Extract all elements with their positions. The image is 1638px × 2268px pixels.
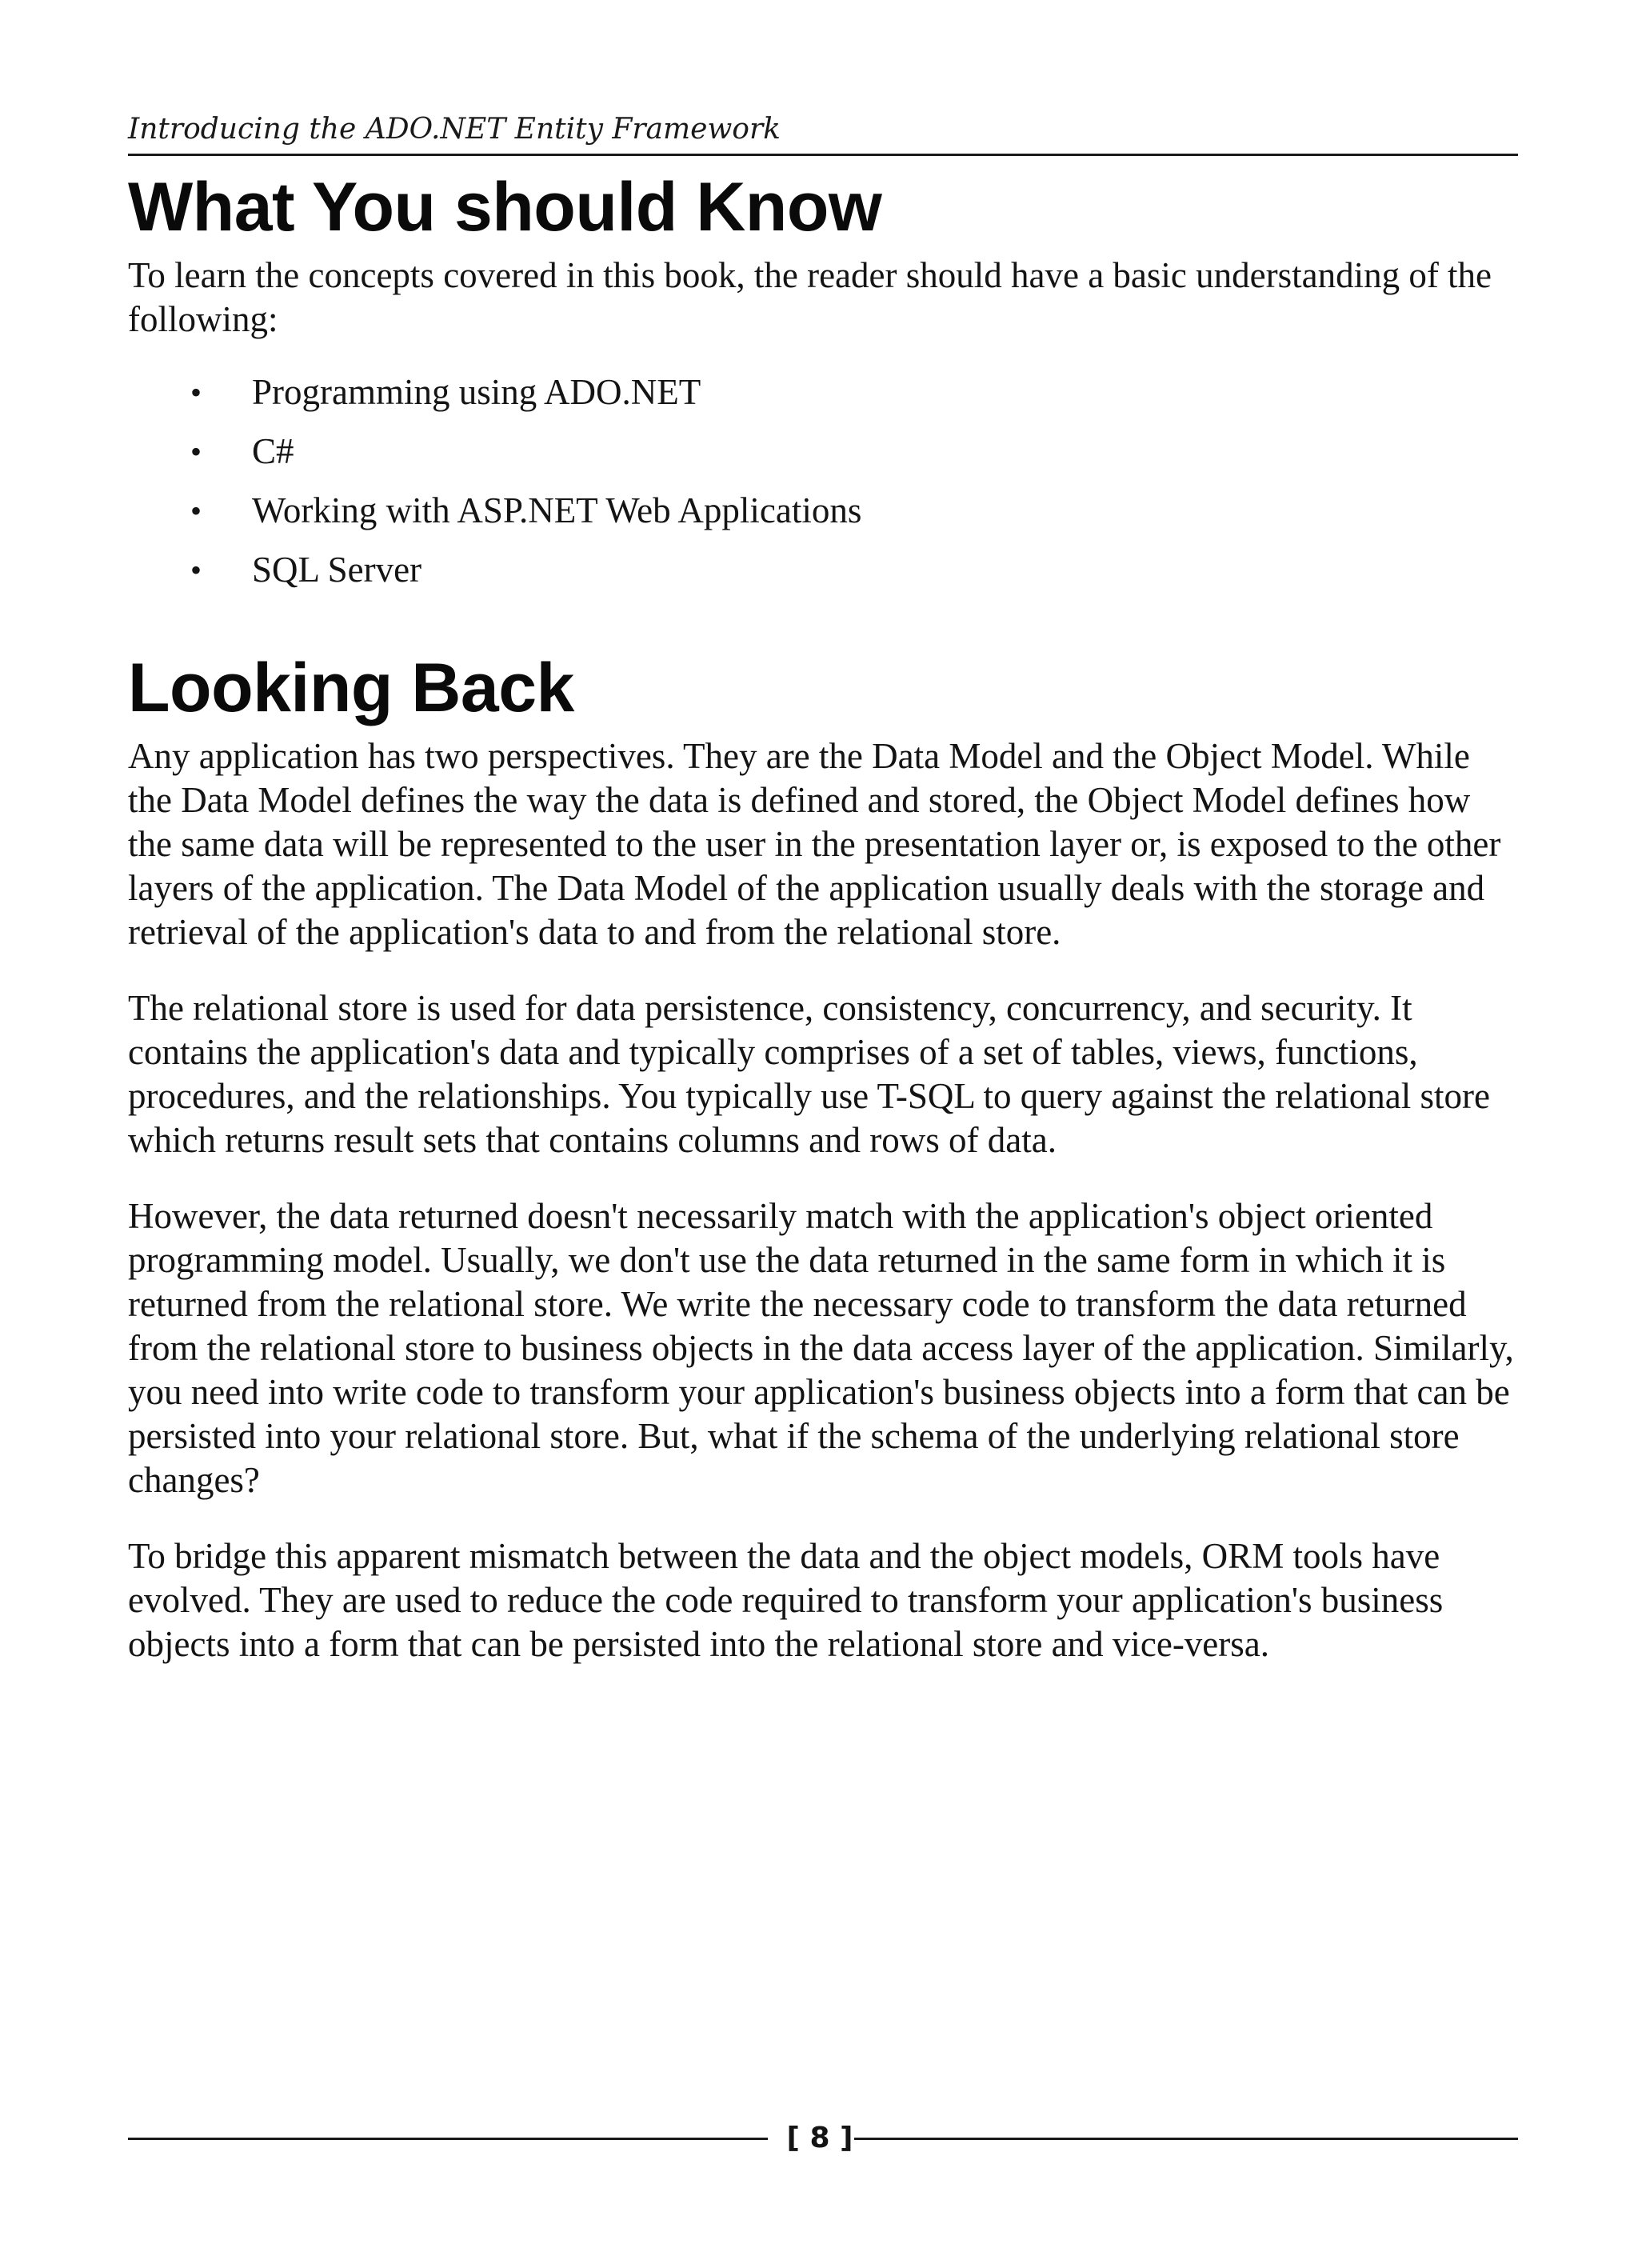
section-heading-what-you-should-know: What You should Know [128, 169, 882, 246]
footer-rule-right [854, 2138, 1518, 2140]
list-item [128, 430, 1518, 474]
bullet-icon: • [190, 493, 202, 529]
bullet-icon: • [190, 434, 202, 470]
section-heading-looking-back: Looking Back [128, 650, 574, 726]
running-header: Introducing the ADO.NET Entity Framework [128, 112, 1518, 156]
page-number: [ 8 ] [786, 2122, 853, 2154]
body-paragraph: However, the data returned doesn't necessarily match with the application's object oriented programming model. Usually, we don't use the data returned in the same form in which it is returned from the relational store. We write the necessary code to transform the data returned from the relational store to business objects in the data access layer of the application. Similarly, you need into write code to transform your application's business objects into a form that can be persisted into your relational store. But, what if the schema of the underlying relational store changes? [128, 1196, 1514, 1500]
body-paragraph: To bridge this apparent mismatch between the data and the object models, ORM tools have evolved. They are used to reduce the code required to transform your application's business objects into a form that can be persisted into the relational store and vice-versa. [128, 1536, 1444, 1664]
page-content [128, 112, 1518, 1666]
list-item-text: SQL Server [252, 550, 422, 590]
bullet-icon: • [190, 552, 202, 588]
list-item [128, 489, 1518, 533]
body-paragraph: Any application has two perspectives. They are the Data Model and the Object Model. While the Data Model defines the way the data is defined and stored, the Object Model defines how the same data will be represented to the user in the presentation layer or, is exposed to the other layers of the application. The Data Model of the application usually deals with the storage and retrieval of the application's data to and from the relational store. [128, 736, 1501, 952]
list-item [128, 548, 1518, 592]
list-item [128, 370, 1518, 414]
list-item-text: Working with ASP.NET Web Applications [252, 490, 862, 530]
prerequisites-list [128, 370, 1518, 592]
list-item-text: Programming using ADO.NET [252, 372, 701, 412]
intro-paragraph: To learn the concepts covered in this book, the reader should have a basic understanding of the following: [128, 255, 1492, 339]
page-footer [128, 2120, 1518, 2157]
list-item-text: C# [252, 431, 294, 471]
body-paragraph: The relational store is used for data persistence, consistency, concurrency, and security. It contains the application's data and typically comprises of a set of tables, views, functions, procedures, and the relationships. You typically use T-SQL to query against the relational store which returns result sets that contains columns and rows of data. [128, 988, 1490, 1160]
bullet-icon: • [190, 374, 202, 410]
footer-rule-left [128, 2138, 768, 2140]
